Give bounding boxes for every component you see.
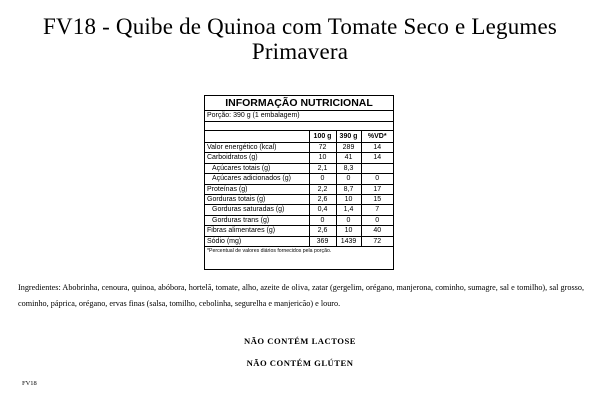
gluten-free-notice: NÃO CONTÉM GLÚTEN — [246, 358, 354, 368]
nutrition-heading: INFORMAÇÃO NUTRICIONAL — [205, 96, 393, 111]
nutrition-row — [205, 205, 393, 215]
nutrition-row — [205, 174, 393, 184]
value-100g: 2,6 — [309, 195, 336, 205]
nutrition-row — [205, 236, 393, 246]
value-100g: 0 — [309, 215, 336, 225]
nutrition-rows — [205, 143, 393, 247]
value-100g: 2,2 — [309, 184, 336, 194]
column-header-390g: 390 g — [336, 131, 361, 143]
value-100g: 0,4 — [309, 205, 336, 215]
nutrient-label: Carboidratos (g) — [205, 153, 309, 163]
value-vd: 14 — [361, 153, 393, 163]
nutrition-row — [205, 153, 393, 163]
value-vd: 72 — [361, 236, 393, 246]
nutrient-label: Açúcares adicionados (g) — [205, 174, 309, 184]
nutrition-spacer — [205, 122, 393, 131]
value-390g: 0 — [336, 215, 361, 225]
value-390g: 289 — [336, 143, 361, 153]
value-390g: 1,4 — [336, 205, 361, 215]
ingredients-list: Ingredientes: Abobrinha, cenoura, quinoa, abóbora, hortelã, tomate, alho, azeite de oliva, zatar (gergelim, orégano, manjerona, cominho, sumagre, sal e tomilho), sal grosso, cominho, páprica, orégano, ervas finas (salsa, tomilho, cebolinha, segurelha e manjericão) e louro. — [18, 283, 584, 308]
product-title — [0, 14, 600, 64]
nutrient-label: Sódio (mg) — [205, 236, 309, 246]
nutrition-footnote: *Percentual de valores diários fornecidos pela porção. — [207, 248, 332, 255]
value-vd: 17 — [361, 184, 393, 194]
nutrient-label: Proteínas (g) — [205, 184, 309, 194]
value-vd: 14 — [361, 143, 393, 153]
nutrition-column-headers — [205, 131, 393, 143]
nutrient-label: Gorduras saturadas (g) — [205, 205, 309, 215]
nutrition-row — [205, 226, 393, 236]
nutrient-label: Gorduras trans (g) — [205, 215, 309, 225]
value-vd: 7 — [361, 205, 393, 215]
value-100g: 2,6 — [309, 226, 336, 236]
nutrition-facts-table — [204, 95, 394, 270]
nutrition-row — [205, 184, 393, 194]
value-100g: 10 — [309, 153, 336, 163]
lactose-free-notice: NÃO CONTÉM LACTOSE — [244, 336, 356, 346]
value-100g: 2,1 — [309, 163, 336, 173]
value-390g: 8,7 — [336, 184, 361, 194]
nutrient-label: Valor energético (kcal) — [205, 143, 309, 153]
column-header-100g: 100 g — [309, 131, 336, 143]
value-vd — [361, 163, 393, 173]
nutrition-grid — [205, 131, 393, 247]
column-header-vd: %VD* — [361, 131, 393, 143]
value-390g: 8,3 — [336, 163, 361, 173]
value-vd: 15 — [361, 195, 393, 205]
nutrition-portion: Porção: 390 g (1 embalagem) — [205, 111, 393, 122]
nutrition-row — [205, 143, 393, 153]
value-100g: 0 — [309, 174, 336, 184]
nutrient-label: Fibras alimentares (g) — [205, 226, 309, 236]
nutrient-label: Gorduras totais (g) — [205, 195, 309, 205]
nutrition-row — [205, 163, 393, 173]
nutrition-header-blank — [205, 131, 309, 143]
value-390g: 1439 — [336, 236, 361, 246]
value-390g: 10 — [336, 195, 361, 205]
nutrition-row — [205, 195, 393, 205]
nutrition-row — [205, 215, 393, 225]
value-390g: 10 — [336, 226, 361, 236]
value-100g: 369 — [309, 236, 336, 246]
value-390g: 41 — [336, 153, 361, 163]
product-title-line1: FV18 - Quibe de Quinoa com Tomate Seco e Legumes — [42, 14, 558, 39]
value-100g: 72 — [309, 143, 336, 153]
value-vd: 0 — [361, 215, 393, 225]
value-390g: 0 — [336, 174, 361, 184]
nutrient-label: Açúcares totais (g) — [205, 163, 309, 173]
value-vd: 0 — [361, 174, 393, 184]
value-vd: 40 — [361, 226, 393, 236]
product-code: FV18 — [22, 380, 37, 387]
product-title-line2: Primavera — [251, 39, 349, 64]
